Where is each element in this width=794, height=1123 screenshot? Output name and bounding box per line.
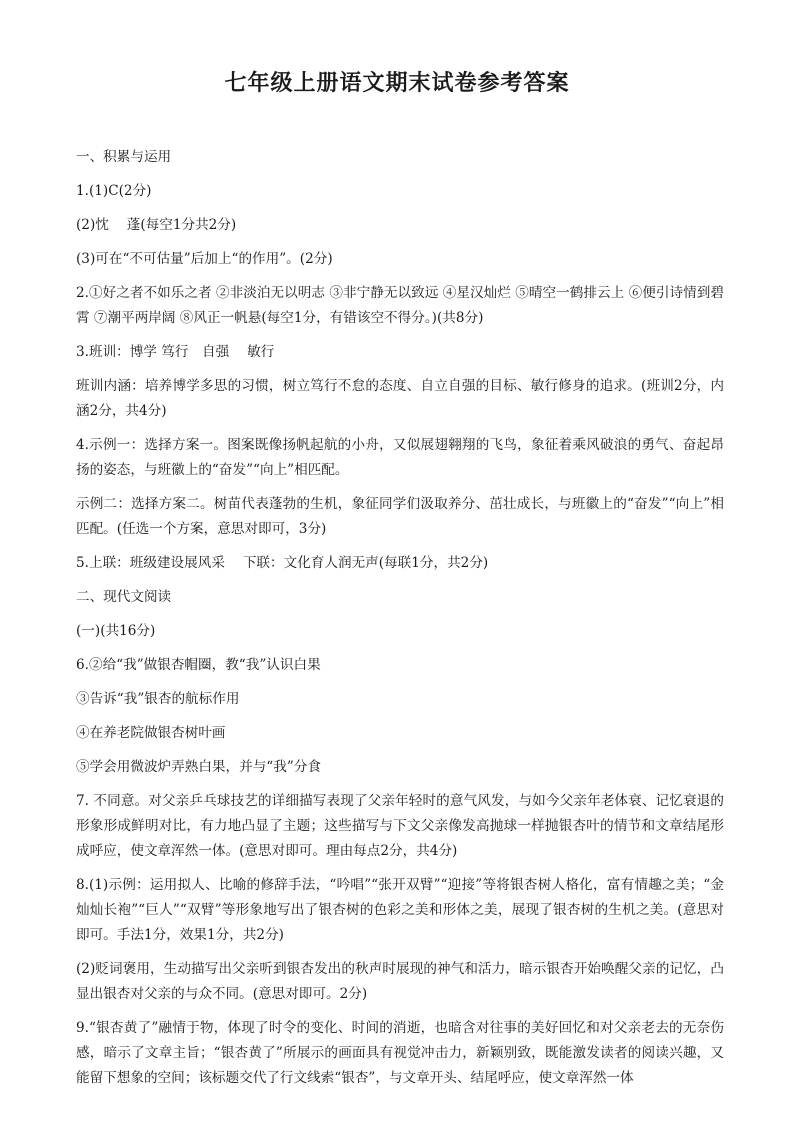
answer-paragraph: 7. 不同意。对父亲乒乓球技艺的详细描写表现了父亲年轻时的意气风发，与如今父亲年老体衰、记忆衰退的形象形成鲜明对比，有力地凸显了主题；这些描写与下文父亲像发高抛球一样抛银杏叶的情节和文章结尾形成呼应，使文章浑然一体。(意思对即可。理由每点2分，共4分) — [76, 793, 724, 859]
answer-paragraph: 班训内涵：培养博学多思的习惯，树立笃行不怠的态度、自立自强的目标、敏行修身的追求。(班训2分，内涵2分，共4分) — [76, 378, 724, 419]
answer-paragraph: 2.①好之者不如乐之者 ②非淡泊无以明志 ③非宁静无以致远 ④星汉灿烂 ⑤晴空一鹤排云上 ⑥便引诗情到碧霄 ⑦潮平两岸阔 ⑧风正一帆悬(每空1分，有错该空不得分。)(共8分) — [76, 285, 724, 326]
answer-paragraph: 9.“银杏黄了”融情于物，体现了时令的变化、时间的消逝，也暗含对往事的美好回忆和对父亲老去的无奈伤感，暗示了文章主旨；“银杏黄了”所展示的画面具有视觉冲击力，新颖别致，既能激发读者的阅读兴趣，又能留下想象的空间；该标题交代了行文线索“银杏”，与文章开头、结尾呼应，使文章浑然一体 — [76, 1020, 724, 1086]
answer-paragraph: (2)忱 蓬(每空1分共2分) — [76, 217, 237, 233]
answer-paragraph: 示例二：选择方案二。树苗代表蓬勃的生机，象征同学们汲取养分、茁壮成长，与班徽上的“奋发”“向上”相匹配。(任选一个方案，意思对即可，3分) — [76, 496, 724, 537]
answer-paragraph: ④在养老院做银杏树叶画 — [76, 725, 226, 741]
document-title: 七年级上册语文期末试卷参考答案 — [224, 70, 570, 96]
answer-paragraph: (一)(共16分) — [76, 623, 156, 639]
answer-paragraph: (3)可在“不可估量”后加上“的作用”。(2分) — [76, 251, 333, 267]
answer-paragraph: 1.(1)C(2分) — [76, 183, 152, 199]
answer-paragraph: 4.示例一：选择方案一。图案既像扬帆起航的小舟，又似展翅翱翔的飞鸟，象征着乘风破浪的勇气、奋起昂扬的姿态，与班徽上的“奋发”“向上”相匹配。 — [76, 437, 724, 478]
document-body — [76, 145, 724, 1100]
answer-paragraph: (2)贬词褒用，生动描写出父亲听到银杏发出的秋声时展现的神气和活力，暗示银杏开始唤醒父亲的记忆，凸显出银杏对父亲的与众不同。(意思对即可。2分) — [76, 961, 724, 1002]
answer-paragraph: 一、积累与运用 — [76, 149, 172, 165]
answer-paragraph: 3.班训：博学 笃行 自强 敏行 — [76, 344, 275, 360]
answer-paragraph: ③告诉“我”银杏的航标作用 — [76, 691, 240, 707]
answer-paragraph: ⑤学会用微波炉弄熟白果，并与“我”分食 — [76, 759, 321, 775]
answer-paragraph: 二、现代文阅读 — [76, 589, 172, 605]
answer-paragraph: 8.(1)示例：运用拟人、比喻的修辞手法，“吟唱”“张开双臂”“迎接”等将银杏树人格化，富有情趣之美；“金灿灿长袍”“巨人”“双臂”等形象地写出了银杏树的色彩之美和形体之美，展现了银杏树的生机之美。(意思对即可。手法1分，效果1分，共2分) — [76, 877, 724, 943]
answer-paragraph: 5.上联：班级建设展风采 下联：文化育人润无声(每联1分，共2分) — [76, 555, 489, 571]
answer-paragraph: 6.②给“我”做银杏帽圈，教“我”认识白果 — [76, 657, 321, 673]
